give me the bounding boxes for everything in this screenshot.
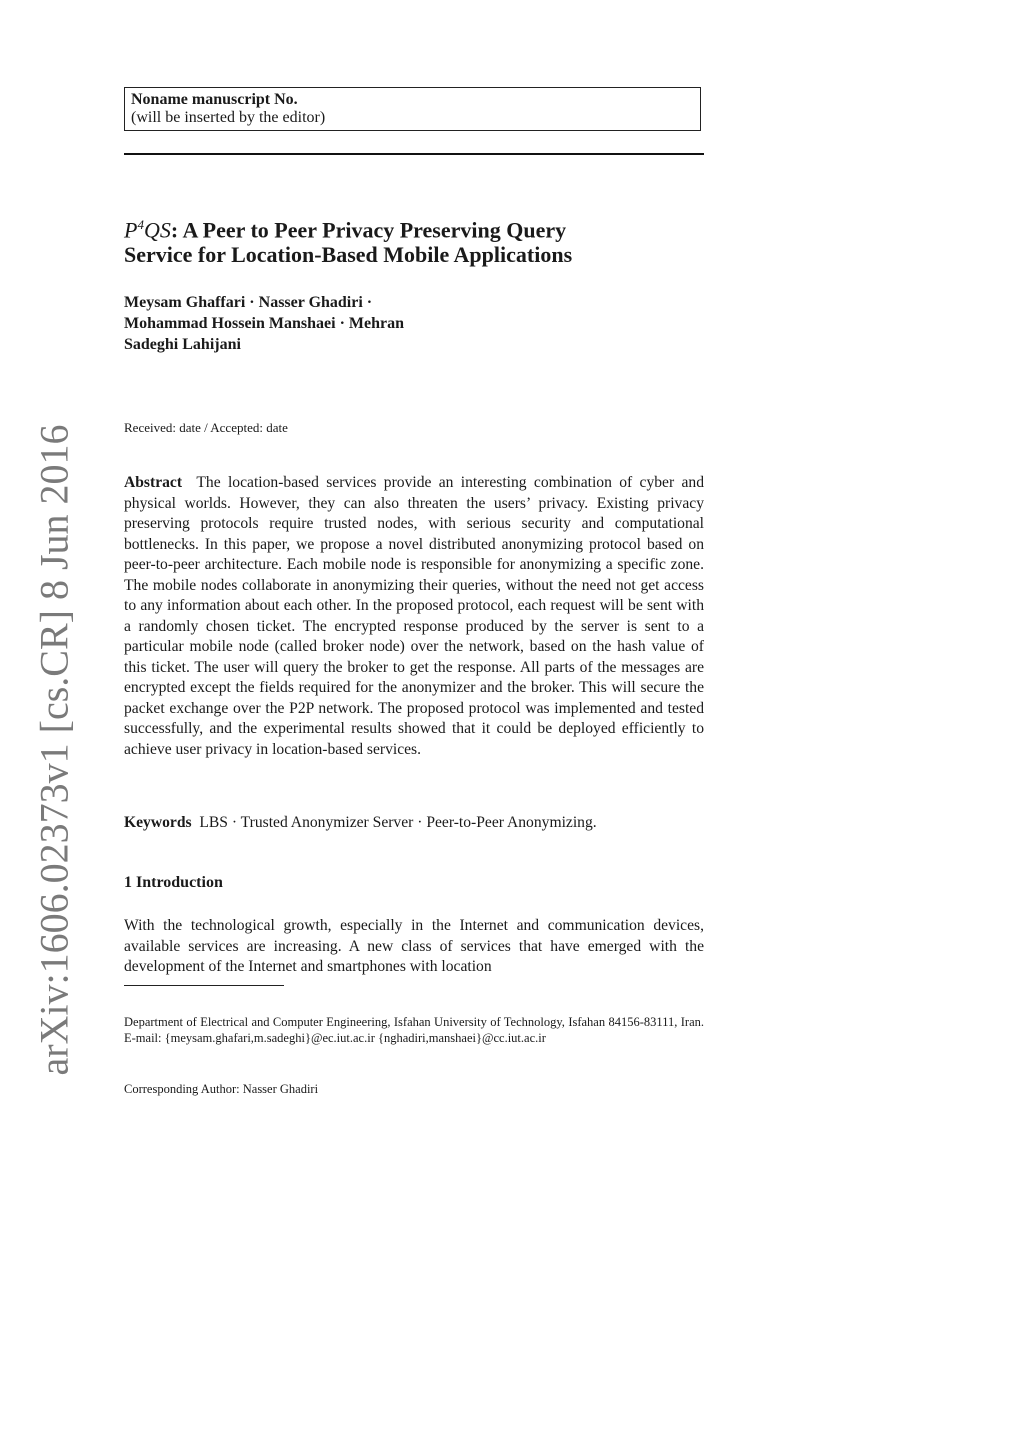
header-rule [124,153,704,155]
footnote-rule [124,985,284,986]
title-symbol: P [124,217,138,243]
author-line-1: Meysam Ghaffari · Nasser Ghadiri · [124,294,373,311]
title-line2: Service for Location-Based Mobile Applications [124,242,573,268]
title-line1: : A Peer to Peer Privacy Preserving Query [170,217,567,243]
keywords-label: Keywords [124,814,192,831]
affiliation-footnote: Department of Electrical and Computer Engineering, Isfahan University of Technology, Isfahan 84156-83111, Iran. E-mail: {meysam.ghafari,m.sadeghi}@ec.iut.ac.ir {nghadiri,manshaei}@cc.iut.ac.ir [124,1015,704,1045]
manuscript-box [124,87,701,131]
author-list [124,292,704,355]
manuscript-editor-note: (will be inserted by the editor) [131,109,326,126]
paper-title [124,212,704,267]
keywords-text: LBS · Trusted Anonymizer Server · Peer-to-Peer Anonymizing. [199,814,597,831]
author-line-2: Mohammad Hossein Manshaei · Mehran [124,315,405,332]
abstract [124,473,704,760]
section-heading: 1 Introduction [124,874,223,891]
abstract-text: The location-based services provide an interesting combination of cyber and physical worlds. However, they can also threaten the users’ privacy. Existing privacy preserving protocols require trusted nodes, with serious security and computational bottlenecks. In this paper, we propose a novel distributed anonymizing protocol based on peer-to-peer architecture. Each mobile node is responsible for anonymizing a specific zone. The mobile nodes collaborate in anonymizing their queries, without the need not get access to any information about each other. In the proposed protocol, each request will be sent with a randomly chosen ticket. The encrypted response produced by the server is sent to a particular mobile node (called broker node) over the network, based on the hash value of this ticket. The user will query the broker to get the response. All parts of the messages are encrypted except the fields required for the anonymizer and the broker. This will secure the packet exchange over the P2P network. The proposed protocol was implemented and tested successfully, and the experimental results showed that it could be deployed efficiently to achieve user privacy in location-based services. [124,474,704,758]
author-line-3: Sadeghi Lahijani [124,336,241,353]
arxiv-stamp: arXiv:1606.02373v1 [cs.CR] 8 Jun 2016 [31,424,77,1076]
introduction-text: With the technological growth, especially in the Internet and communication devices, available services are increasing. A new class of services that have emerged with the development of the Internet and smartphones with location [124,917,704,975]
received-date: Received: date / Accepted: date [124,420,288,435]
corresponding-author: Corresponding Author: Nasser Ghadiri [124,1082,319,1096]
manuscript-number: Noname manuscript No. [131,91,298,108]
keywords [124,814,704,832]
abstract-label: Abstract [124,474,183,491]
title-symbol-suffix: QS [143,217,171,243]
title-superscript: 4 [137,217,144,232]
